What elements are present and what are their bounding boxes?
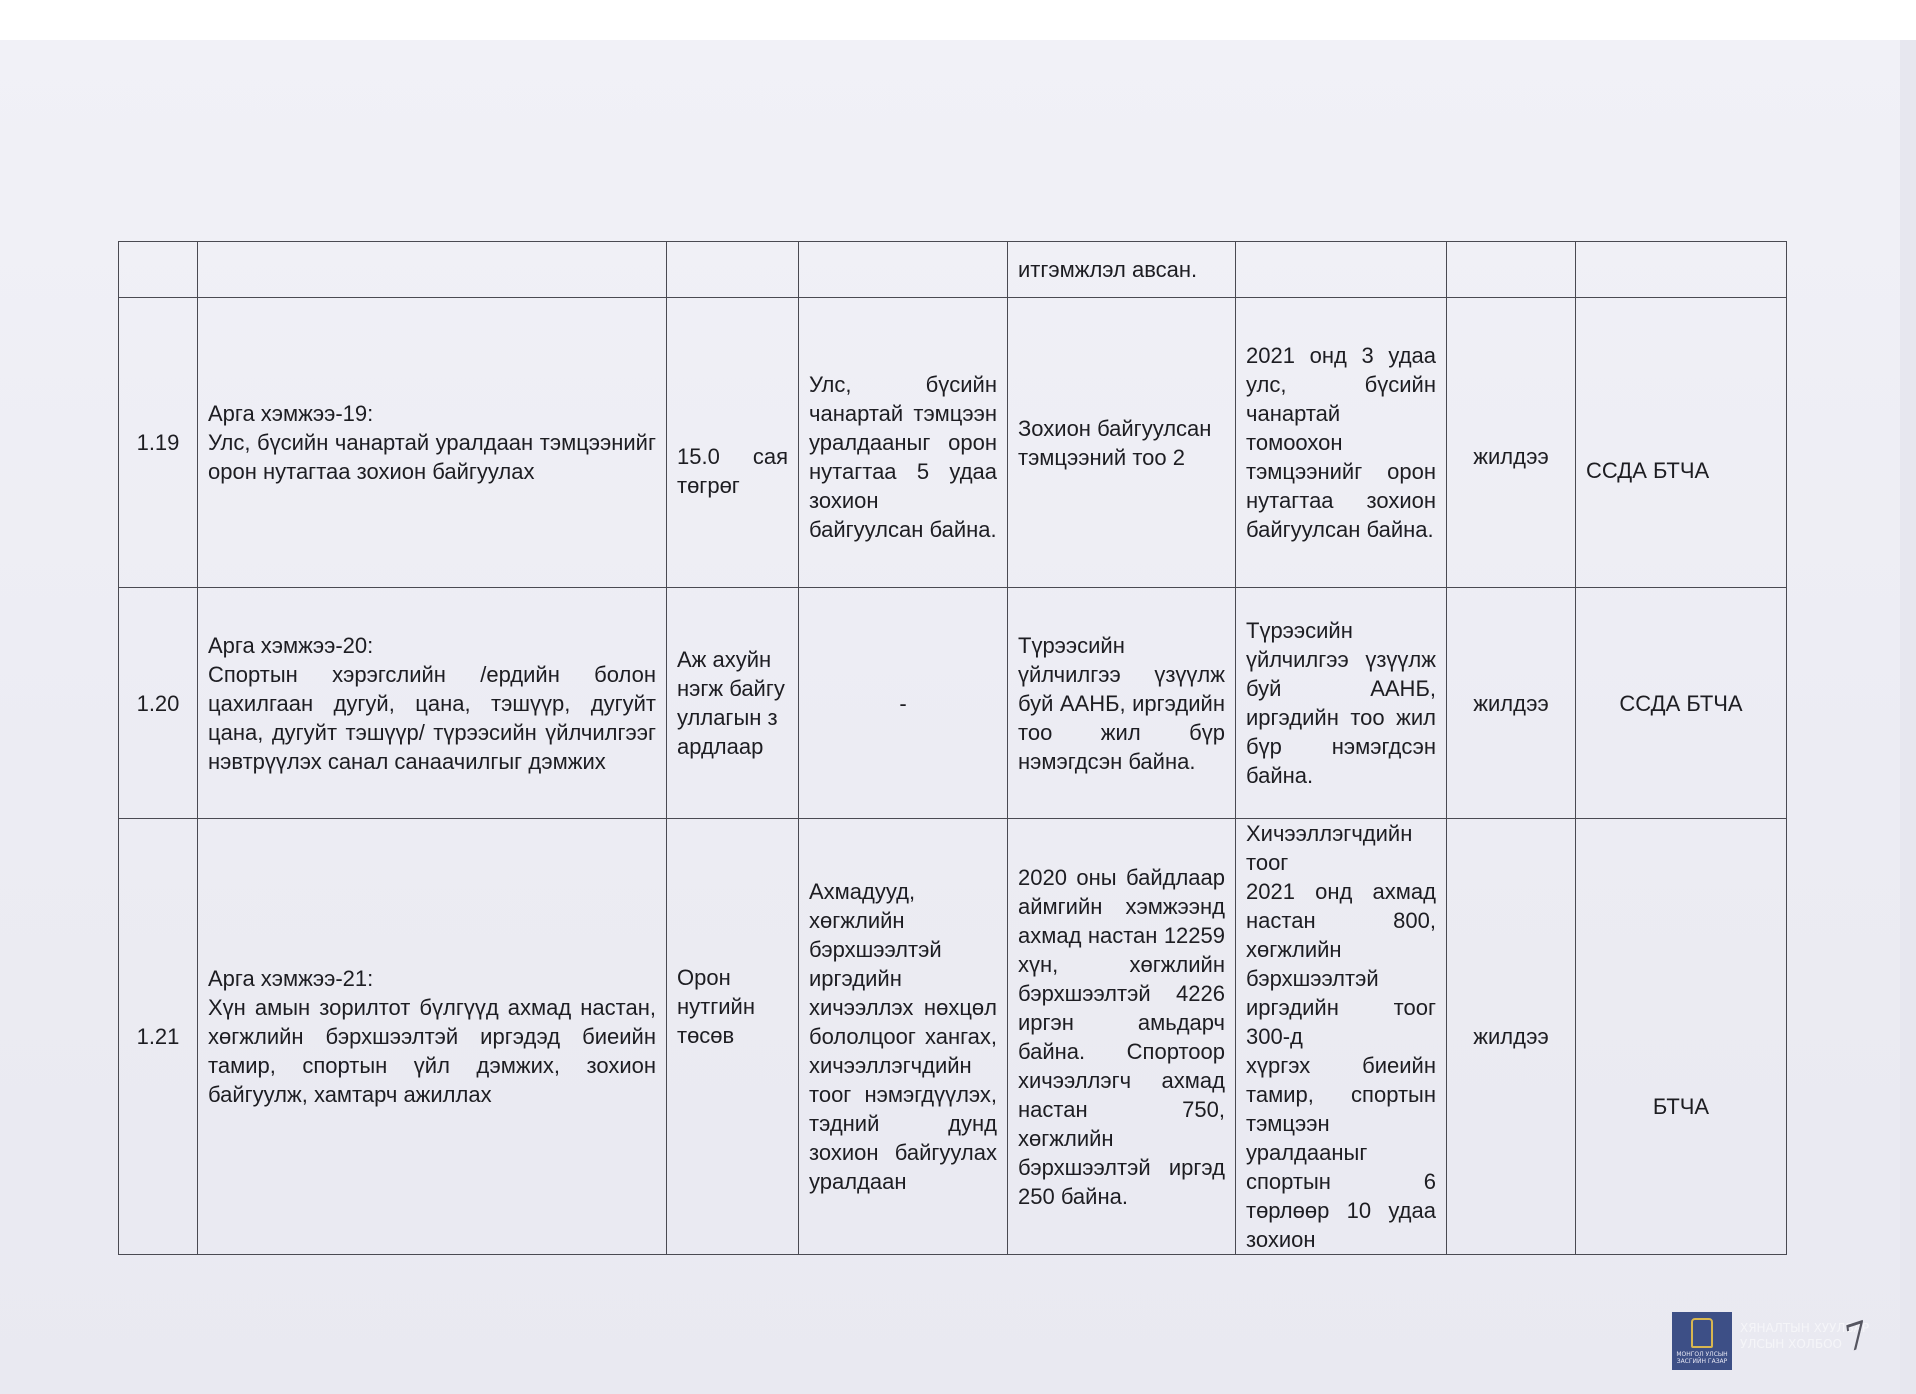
period-cell: жилдээ [1447,298,1576,588]
cell-funding [667,242,799,298]
cell-period [1447,242,1576,298]
period-cell: жилдээ [1447,819,1576,1255]
scan-top-margin [0,0,1916,40]
measure-cell [198,819,667,1255]
measure-cell [198,298,667,588]
cell-measure [198,242,667,298]
funding-cell: Аж ахуйн нэгж байгууллагын зардлаар [667,588,799,819]
target-cell: Улс, бүсийн чанартай тэмцээн уралдааныг орон нутагтаа 5 удаа зохион байгуулсан байна. [799,298,1008,588]
result-cell: Түрээсийн үйлчилгээ үзүүлж буй ААНБ, иргэдийн тоо жил бүр нэмэгдсэн байна. [1236,588,1447,819]
target-cell: Ахмадууд, хөгжлийн бэрхшээлтэй иргэдийн хичээллэх нөхцөл бололцоог хангах, хичээллэгчдийн тоог нэмэгдүүлэх, тэдний дунд зохион байгуулах уралдаан [799,819,1008,1255]
stamp-text: ХЯНАЛТЫН ХУУЛБАР УЛСЫН ХОЛБОО [1740,1321,1870,1351]
indicator-cell: Зохион байгуулсан тэмцээний тоо 2 [1008,298,1236,588]
table-row-continuation [119,242,1787,298]
measure-title: Арга хэмжээ-20: [208,632,374,658]
emblem-caption: МОНГОЛ УЛСЫН ЗАСГИЙН ГАЗАР [1676,1351,1728,1365]
result-line: хүргэх биеийн тамир, спортын тэмцээн уралдааныг спортын 6 төрлөөр 10 удаа зохион [1246,1053,1436,1252]
result-cell [1236,819,1447,1255]
measure-text: Спортын хэрэгслийн /ердийн болон цахилгаан дугуй, цана, тэшүүр, дугуйт цана, дугуйт тэшүүр/ түрээсийн үйлчилгээг нэвтрүүлэх санал санаачилгыг дэмжих [208,661,656,774]
measure-title: Арга хэмжээ-19: [208,401,374,426]
measure-text: Хүн амын зорилтот бүлгүүд ахмад настан, хөгжлийн бэрхшээлтэй иргэдэд биеийн тамир, спортын үйл дэмжих, зохион байгуулж, хамтарч ажиллах [208,995,656,1107]
funding-cell: Орон нутгийн төсөв [667,819,799,1255]
responsible-cell: ССДА БТЧА [1576,588,1787,819]
period-cell: жилдээ [1447,588,1576,819]
soyombo-icon [1691,1318,1713,1348]
responsible-cell: БТЧА [1576,819,1787,1255]
measure-title: Арга хэмжээ-21: [208,966,374,991]
result-line: 2021 онд ахмад настан 800, хөгжлийн бэрхшээлтэй иргэдийн тоог 300-д [1246,879,1436,1049]
result-line: Хичээллэгчдийн тоог [1246,821,1413,875]
funding-cell: 15.0 сая төгрөг [667,298,799,588]
cell-result [1236,242,1447,298]
measure-cell [198,588,667,819]
indicator-cell: Түрээсийн үйлчилгээ үзүүлж буй ААНБ, иргэдийн тоо жил бүр нэмэгдсэн байна. [1008,588,1236,819]
cell-target [799,242,1008,298]
row-number: 1.20 [119,588,198,819]
cell-indicator: итгэмжлэл авсан. [1008,242,1236,298]
table-row [119,819,1787,1255]
result-cell: 2021 онд 3 удаа улс, бүсийн чанартай томоохон тэмцээнийг орон нутагтаа зохион байгуулсан байна. [1236,298,1447,588]
cell-responsible [1576,242,1787,298]
table-row [119,298,1787,588]
indicator-cell: 2020 оны байдлаар аймгийн хэмжээнд ахмад настан 12259 хүн, хөгжлийн бэрхшээлтэй 4226 иргэн амьдарч байна. Спортоор хичээллэгч ахмад настан 750, хөгжлийн бэрхшээлтэй иргэд 250 байна. [1008,819,1236,1255]
government-emblem [1672,1312,1732,1370]
target-cell: - [799,588,1008,819]
row-number: 1.21 [119,819,198,1255]
responsible-cell: ССДА БТЧА [1576,298,1787,588]
action-plan-table [118,241,1787,1255]
cell-number [119,242,198,298]
measure-text: Улс, бүсийн чанартай уралдаан тэмцээнийг орон нутагтаа зохион байгуулах [208,430,656,484]
table-row [119,588,1787,819]
handwritten-page-number: 7 [1839,1314,1874,1361]
row-number: 1.19 [119,298,198,588]
